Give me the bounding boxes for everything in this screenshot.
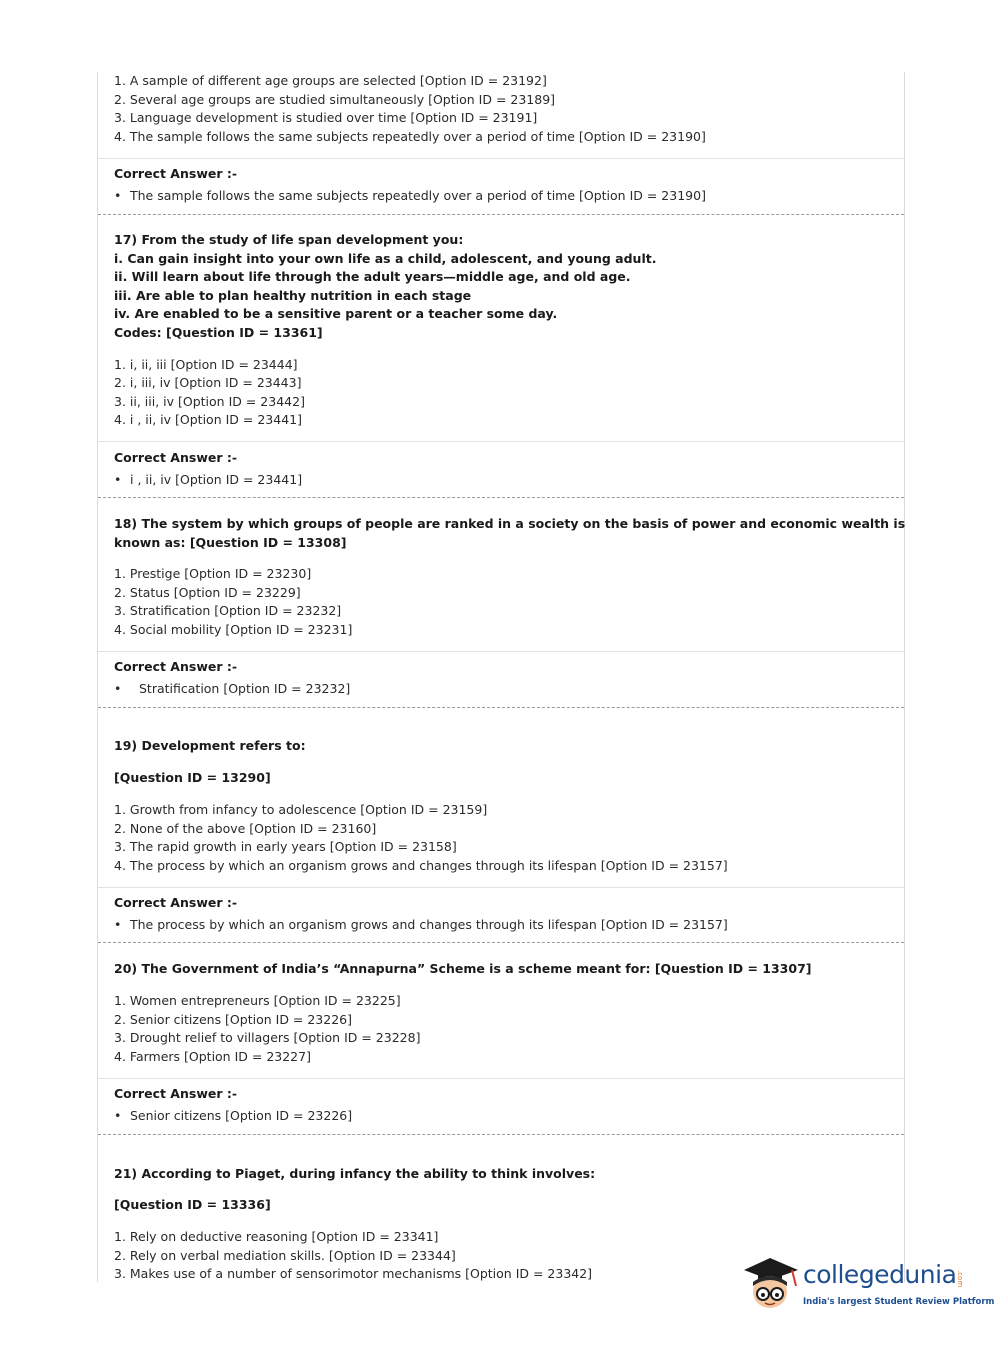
option-line: 3. Drought relief to villagers [Option ID = 23228]: [114, 1030, 421, 1045]
question-id: known as: [Question ID = 13308]: [114, 534, 347, 550]
divider: [98, 887, 904, 888]
option-line: 2. i, iii, iv [Option ID = 23443]: [114, 375, 302, 390]
option-line: 3. Stratification [Option ID = 23232]: [114, 603, 342, 618]
correct-answer: • Senior citizens [Option ID = 23226]: [114, 1108, 353, 1123]
divider: [98, 1078, 904, 1079]
correct-answer: • The sample follows the same subjects repeatedly over a period of time [Option ID = 23190]: [114, 188, 706, 203]
option-line: 4. Farmers [Option ID = 23227]: [114, 1048, 311, 1064]
option-line: 3. Language development is studied over time [Option ID = 23191]: [114, 110, 538, 125]
option-line: 1. Prestige [Option ID = 23230]: [114, 566, 312, 581]
mascot-graduation-cap-icon: [740, 1248, 802, 1318]
option-line: 1. i, ii, iii [Option ID = 23444]: [114, 356, 298, 372]
divider: [98, 651, 904, 652]
divider: [98, 158, 904, 159]
option-line: 3. ii, iii, iv [Option ID = 23442]: [114, 393, 305, 409]
option-line: 2. None of the above [Option ID = 23160]: [114, 820, 377, 836]
correct-answer-heading: Correct Answer :-: [114, 895, 238, 910]
document-frame: [97, 72, 905, 1282]
question-id: Codes: [Question ID = 13361]: [114, 324, 323, 340]
question-id: [Question ID = 13336]: [114, 1197, 271, 1212]
option-line: 4. Social mobility [Option ID = 23231]: [114, 621, 353, 637]
question-text: ii. Will learn about life through the adult years—middle age, and old age.: [114, 269, 631, 284]
answer-text: The sample follows the same subjects repeatedly over a period of time [Option ID = 23190]: [130, 188, 706, 203]
correct-answer-heading: Correct Answer :-: [114, 659, 238, 674]
option-line: 4. i , ii, iv [Option ID = 23441]: [114, 412, 302, 427]
option-line: 1. Women entrepreneurs [Option ID = 23225]: [114, 993, 401, 1008]
correct-answer-heading: Correct Answer :-: [114, 1086, 238, 1101]
correct-answer: • Stratification [Option ID = 23232]: [114, 681, 351, 696]
option-line: 4. The process by which an organism grows and changes through its lifespan [Option ID = 23157]: [114, 857, 728, 873]
answer-text: The process by which an organism grows and changes through its lifespan [Option ID = 23157]: [130, 917, 728, 932]
question-separator: [98, 214, 904, 215]
answer-text: Senior citizens [Option ID = 23226]: [130, 1108, 353, 1123]
divider: [98, 441, 904, 442]
logo-suffix: .com: [956, 1270, 964, 1288]
option-line: 1. Rely on deductive reasoning [Option ID = 23341]: [114, 1229, 439, 1244]
question-text: 18) The system by which groups of people are ranked in a society on the basis of power and economic wealth is: [114, 516, 906, 531]
correct-answer-heading: Correct Answer :-: [114, 450, 238, 465]
logo-tagline: India's largest Student Review Platform: [803, 1297, 995, 1307]
question-text: 19) Development refers to:: [114, 738, 306, 753]
correct-answer: • i , ii, iv [Option ID = 23441]: [114, 472, 303, 487]
question-text: 21) According to Piaget, during infancy the ability to think involves:: [114, 1166, 596, 1181]
option-line: 3. The rapid growth in early years [Option ID = 23158]: [114, 839, 457, 854]
logo-wordmark: collegedunia: [803, 1260, 957, 1289]
answer-text: i , ii, iv [Option ID = 23441]: [130, 472, 303, 487]
question-separator: [98, 707, 904, 708]
question-separator: [98, 1134, 904, 1135]
question-text: i. Can gain insight into your own life as a child, adolescent, and young adult.: [114, 250, 657, 266]
question-text: 20) The Government of India’s “Annapurna” Scheme is a scheme meant for: [Question ID = 13307]: [114, 961, 812, 976]
option-line: 1. A sample of different age groups are selected [Option ID = 23192]: [114, 73, 547, 88]
option-line: 2. Status [Option ID = 23229]: [114, 584, 301, 600]
option-line: 1. Growth from infancy to adolescence [Option ID = 23159]: [114, 802, 488, 817]
option-line: 2. Senior citizens [Option ID = 23226]: [114, 1011, 353, 1027]
option-line: 4. The sample follows the same subjects repeatedly over a period of time [Option ID = 23190]: [114, 128, 706, 144]
option-line: 2. Several age groups are studied simultaneously [Option ID = 23189]: [114, 91, 556, 107]
question-separator: [98, 497, 904, 498]
collegedunia-logo[interactable]: [740, 1248, 995, 1320]
option-line: 2. Rely on verbal mediation skills. [Option ID = 23344]: [114, 1247, 456, 1263]
answer-text: Stratification [Option ID = 23232]: [139, 681, 351, 696]
question-separator: [98, 942, 904, 943]
option-line: 3. Makes use of a number of sensorimotor mechanisms [Option ID = 23342]: [114, 1266, 593, 1281]
correct-answer: • The process by which an organism grows and changes through its lifespan [Option ID = 23157]: [114, 917, 728, 932]
question-text: 17) From the study of life span development you:: [114, 232, 464, 247]
question-text: iii. Are able to plan healthy nutrition in each stage: [114, 287, 472, 303]
correct-answer-heading: Correct Answer :-: [114, 166, 238, 181]
question-text: iv. Are enabled to be a sensitive parent or a teacher some day.: [114, 306, 558, 321]
question-id: [Question ID = 13290]: [114, 770, 271, 785]
